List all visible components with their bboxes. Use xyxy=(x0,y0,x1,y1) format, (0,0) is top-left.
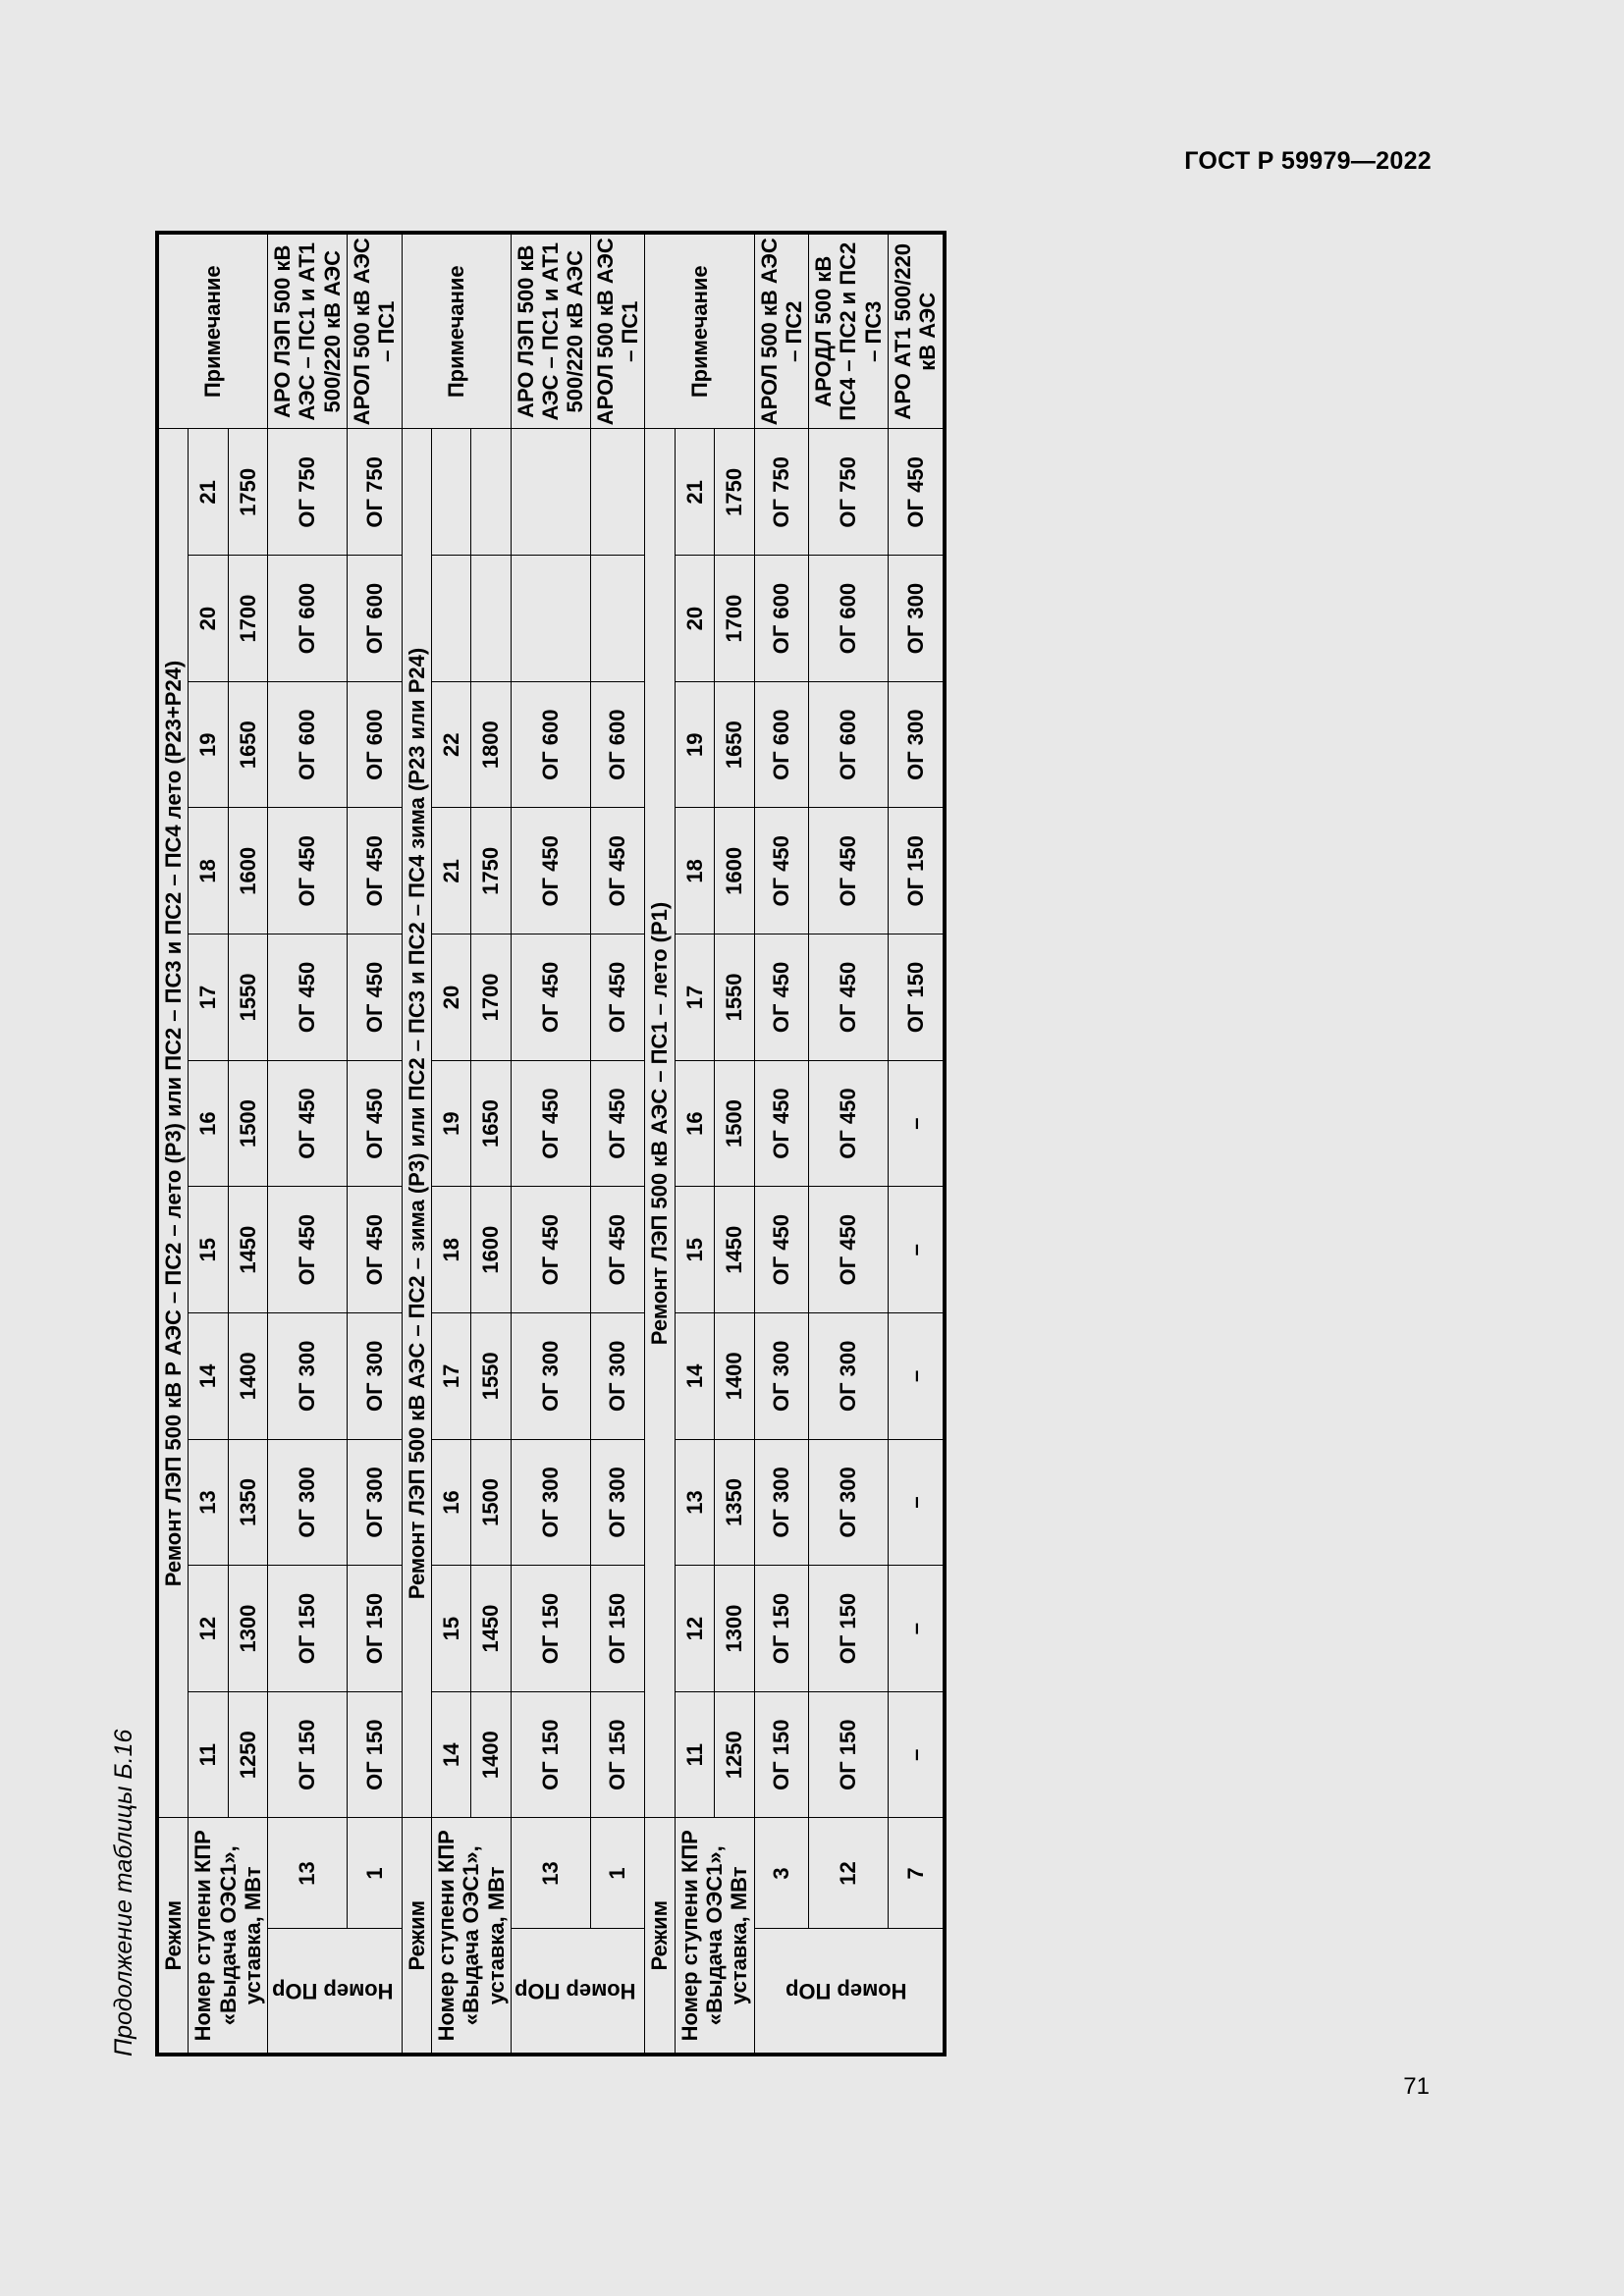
stage-label: Номер ступени КПР «Выдача ОЭС1», уставка, МВт xyxy=(189,1818,268,2055)
table-row xyxy=(809,233,889,2055)
action-cell: ОГ 450 xyxy=(889,429,945,556)
action-cell xyxy=(511,556,590,682)
stage-number: 17 xyxy=(675,934,714,1061)
action-cell: – xyxy=(889,1691,945,1818)
pop-label: Номер ПОр xyxy=(268,1929,402,2055)
setpoint-value: 1350 xyxy=(228,1439,267,1566)
action-cell: ОГ 450 xyxy=(754,1060,809,1187)
table-row xyxy=(348,233,403,2055)
action-cell: ОГ 150 xyxy=(754,1566,809,1692)
table-row xyxy=(511,233,590,2055)
action-cell: ОГ 450 xyxy=(268,934,348,1061)
stage-number: 16 xyxy=(189,1060,228,1187)
action-cell: ОГ 450 xyxy=(754,808,809,934)
note-header: Примечание xyxy=(402,233,511,429)
setpoint-value: 1650 xyxy=(228,681,267,808)
stage-number xyxy=(431,556,470,682)
stage-number: 12 xyxy=(189,1566,228,1692)
setpoint-value: 1500 xyxy=(715,1060,754,1187)
action-cell: ОГ 300 xyxy=(268,1313,348,1440)
stage-number: 13 xyxy=(189,1439,228,1566)
stage-number: 13 xyxy=(675,1439,714,1566)
action-cell: ОГ 450 xyxy=(590,808,645,934)
action-cell: – xyxy=(889,1566,945,1692)
note-cell: АРО ЛЭП 500 кВ АЭС – ПС1 и АТ1 500/220 кВ АЭС xyxy=(268,233,348,429)
table-row xyxy=(268,233,348,2055)
setpoint-value: 1400 xyxy=(715,1313,754,1440)
action-cell: ОГ 600 xyxy=(348,681,403,808)
stage-number: 22 xyxy=(431,681,470,808)
stage-number: 17 xyxy=(431,1313,470,1440)
action-cell: ОГ 150 xyxy=(511,1691,590,1818)
pop-label: Номер ПОр xyxy=(754,1929,945,2055)
action-cell: ОГ 750 xyxy=(268,429,348,556)
setpoint-value: 1500 xyxy=(228,1060,267,1187)
action-cell: ОГ 300 xyxy=(754,1313,809,1440)
setpoint-value: 1300 xyxy=(228,1566,267,1692)
setpoint-value: 1700 xyxy=(715,556,754,682)
setpoint-value: 1550 xyxy=(471,1313,511,1440)
setpoint-value xyxy=(471,429,511,556)
action-cell: – xyxy=(889,1060,945,1187)
stage-number: 16 xyxy=(675,1060,714,1187)
setpoint-value: 1550 xyxy=(228,934,267,1061)
stage-number: 17 xyxy=(189,934,228,1061)
action-cell: ОГ 300 xyxy=(511,1313,590,1440)
note-cell: АРО АТ1 500/220 кВ АЭС xyxy=(889,233,945,429)
stage-number: 18 xyxy=(189,808,228,934)
pop-number: 13 xyxy=(268,1818,348,1929)
action-cell: ОГ 450 xyxy=(754,934,809,1061)
table-caption: Продолжение таблицы Б.16 xyxy=(110,1729,137,2056)
action-cell: ОГ 150 xyxy=(754,1691,809,1818)
setpoint-value: 1750 xyxy=(228,429,267,556)
setpoint-value: 1500 xyxy=(471,1439,511,1566)
stage-number: 16 xyxy=(431,1439,470,1566)
action-cell: ОГ 150 xyxy=(889,808,945,934)
setpoint-value: 1450 xyxy=(471,1566,511,1692)
stage-number: 15 xyxy=(189,1187,228,1313)
action-cell: ОГ 150 xyxy=(809,1566,889,1692)
action-cell: ОГ 150 xyxy=(889,934,945,1061)
setpoint-value: 1800 xyxy=(471,681,511,808)
action-cell: ОГ 750 xyxy=(754,429,809,556)
page-number: 71 xyxy=(1403,2073,1430,2100)
table-row xyxy=(754,233,809,2055)
action-cell xyxy=(511,429,590,556)
stage-label: Номер ступени КПР «Выдача ОЭС1», уставка, МВт xyxy=(675,1818,754,2055)
action-cell: ОГ 600 xyxy=(268,681,348,808)
stage-number xyxy=(431,429,470,556)
action-cell xyxy=(590,429,645,556)
action-cell: ОГ 450 xyxy=(511,1060,590,1187)
action-cell: ОГ 300 xyxy=(809,1439,889,1566)
setpoint-value: 1250 xyxy=(228,1691,267,1818)
pop-number: 7 xyxy=(889,1818,945,1929)
action-cell: ОГ 450 xyxy=(268,1187,348,1313)
setpoint-value: 1400 xyxy=(228,1313,267,1440)
action-cell: – xyxy=(889,1313,945,1440)
pop-number: 1 xyxy=(590,1818,645,1929)
stage-number: 21 xyxy=(189,429,228,556)
stage-number: 14 xyxy=(431,1691,470,1818)
action-cell: ОГ 150 xyxy=(511,1566,590,1692)
pop-number: 13 xyxy=(511,1818,590,1929)
action-cell: ОГ 450 xyxy=(809,1060,889,1187)
action-cell: – xyxy=(889,1187,945,1313)
action-cell: ОГ 150 xyxy=(348,1566,403,1692)
action-cell: ОГ 300 xyxy=(754,1439,809,1566)
mode-label: Режим xyxy=(645,1818,675,2055)
action-cell: ОГ 450 xyxy=(590,1187,645,1313)
setpoint-value xyxy=(471,556,511,682)
action-cell: ОГ 600 xyxy=(754,556,809,682)
action-cell: ОГ 150 xyxy=(809,1691,889,1818)
stage-number: 20 xyxy=(189,556,228,682)
action-cell: ОГ 300 xyxy=(348,1313,403,1440)
stage-number: 19 xyxy=(431,1060,470,1187)
stage-number: 20 xyxy=(675,556,714,682)
stage-number: 14 xyxy=(189,1313,228,1440)
action-cell: ОГ 450 xyxy=(268,808,348,934)
setpoint-value: 1450 xyxy=(715,1187,754,1313)
action-cell: ОГ 300 xyxy=(889,681,945,808)
note-cell: АРОЛ 500 кВ АЭС – ПС2 xyxy=(754,233,809,429)
block2-title: Ремонт ЛЭП 500 кВ АЭС – ПС2 – зима (Р3) или ПС2 – ПС3 и ПС2 – ПС4 зима (Р23 или Р24) xyxy=(402,429,431,1818)
note-cell: АРОДЛ 500 кВ ПС4 – ПС2 и ПС2 – ПС3 xyxy=(809,233,889,429)
action-cell: ОГ 450 xyxy=(348,808,403,934)
setpoint-value: 1450 xyxy=(228,1187,267,1313)
action-cell: ОГ 600 xyxy=(511,681,590,808)
block3-title: Ремонт ЛЭП 500 кВ АЭС – ПС1 – лето (Р1) xyxy=(645,429,675,1818)
setpoint-value: 1600 xyxy=(715,808,754,934)
setpoint-value: 1550 xyxy=(715,934,754,1061)
action-cell: ОГ 600 xyxy=(348,556,403,682)
action-cell: ОГ 300 xyxy=(590,1439,645,1566)
pop-number: 12 xyxy=(809,1818,889,1929)
action-cell: ОГ 300 xyxy=(268,1439,348,1566)
stage-number: 12 xyxy=(675,1566,714,1692)
mode-label: Режим xyxy=(157,1818,189,2055)
stage-number: 15 xyxy=(431,1566,470,1692)
pop-label: Номер ПОр xyxy=(511,1929,644,2055)
block1-title: Ремонт ЛЭП 500 кВ Р АЭС – ПС2 – лето (Р3) или ПС2 – ПС3 и ПС2 – ПС4 лето (Р23+Р24) xyxy=(157,429,189,1818)
action-cell: ОГ 600 xyxy=(809,681,889,808)
stage-number: 21 xyxy=(675,429,714,556)
action-cell: ОГ 150 xyxy=(268,1566,348,1692)
action-cell: ОГ 450 xyxy=(809,1187,889,1313)
note-cell: АРОЛ 500 кВ АЭС – ПС1 xyxy=(348,233,403,429)
setpoint-value: 1600 xyxy=(471,1187,511,1313)
stage-number: 14 xyxy=(675,1313,714,1440)
setpoint-value: 1250 xyxy=(715,1691,754,1818)
action-cell: ОГ 450 xyxy=(268,1060,348,1187)
action-cell: ОГ 300 xyxy=(348,1439,403,1566)
action-cell: ОГ 450 xyxy=(348,1187,403,1313)
setpoint-value: 1650 xyxy=(471,1060,511,1187)
setpoint-value: 1750 xyxy=(715,429,754,556)
action-cell: ОГ 450 xyxy=(348,934,403,1061)
action-cell: ОГ 450 xyxy=(809,808,889,934)
action-cell: ОГ 600 xyxy=(590,681,645,808)
action-cell: ОГ 450 xyxy=(754,1187,809,1313)
data-table xyxy=(155,231,947,2056)
action-cell: ОГ 150 xyxy=(268,1691,348,1818)
stage-number: 11 xyxy=(189,1691,228,1818)
action-cell: ОГ 150 xyxy=(590,1691,645,1818)
action-cell: ОГ 450 xyxy=(590,1060,645,1187)
stage-number: 19 xyxy=(189,681,228,808)
action-cell: ОГ 750 xyxy=(809,429,889,556)
action-cell xyxy=(590,556,645,682)
stage-number: 18 xyxy=(431,1187,470,1313)
block3-title-row xyxy=(645,233,675,2055)
action-cell: ОГ 150 xyxy=(348,1691,403,1818)
setpoint-value: 1700 xyxy=(228,556,267,682)
stage-number: 19 xyxy=(675,681,714,808)
block1-title-row xyxy=(157,233,189,2055)
rotated-table-sheet xyxy=(155,231,1072,2056)
action-cell: ОГ 300 xyxy=(889,556,945,682)
action-cell: ОГ 450 xyxy=(511,934,590,1061)
stage-number: 21 xyxy=(431,808,470,934)
stage-number: 11 xyxy=(675,1691,714,1818)
note-header: Примечание xyxy=(645,233,754,429)
action-cell: ОГ 300 xyxy=(590,1313,645,1440)
stage-number: 20 xyxy=(431,934,470,1061)
action-cell: ОГ 150 xyxy=(590,1566,645,1692)
setpoint-value: 1650 xyxy=(715,681,754,808)
action-cell: ОГ 750 xyxy=(348,429,403,556)
action-cell: ОГ 450 xyxy=(590,934,645,1061)
setpoint-value: 1700 xyxy=(471,934,511,1061)
block2-title-row xyxy=(402,233,431,2055)
action-cell: – xyxy=(889,1439,945,1566)
action-cell: ОГ 450 xyxy=(511,1187,590,1313)
action-cell: ОГ 450 xyxy=(511,808,590,934)
table-row xyxy=(889,233,945,2055)
table-row xyxy=(590,233,645,2055)
setpoint-value: 1300 xyxy=(715,1566,754,1692)
document-code: ГОСТ Р 59979—2022 xyxy=(1184,147,1432,175)
action-cell: ОГ 450 xyxy=(348,1060,403,1187)
action-cell: ОГ 450 xyxy=(809,934,889,1061)
note-header: Примечание xyxy=(157,233,268,429)
stage-label: Номер ступени КПР «Выдача ОЭС1», уставка, МВт xyxy=(431,1818,511,2055)
action-cell: ОГ 600 xyxy=(809,556,889,682)
pop-number: 1 xyxy=(348,1818,403,1929)
setpoint-value: 1750 xyxy=(471,808,511,934)
pop-number: 3 xyxy=(754,1818,809,1929)
action-cell: ОГ 600 xyxy=(268,556,348,682)
setpoint-value: 1350 xyxy=(715,1439,754,1566)
mode-label: Режим xyxy=(402,1818,431,2055)
action-cell: ОГ 300 xyxy=(809,1313,889,1440)
action-cell: ОГ 600 xyxy=(754,681,809,808)
note-cell: АРОЛ 500 кВ АЭС – ПС1 xyxy=(590,233,645,429)
action-cell: ОГ 300 xyxy=(511,1439,590,1566)
stage-number: 18 xyxy=(675,808,714,934)
setpoint-value: 1400 xyxy=(471,1691,511,1818)
stage-number: 15 xyxy=(675,1187,714,1313)
note-cell: АРО ЛЭП 500 кВ АЭС – ПС1 и АТ1 500/220 кВ АЭС xyxy=(511,233,590,429)
setpoint-value: 1600 xyxy=(228,808,267,934)
